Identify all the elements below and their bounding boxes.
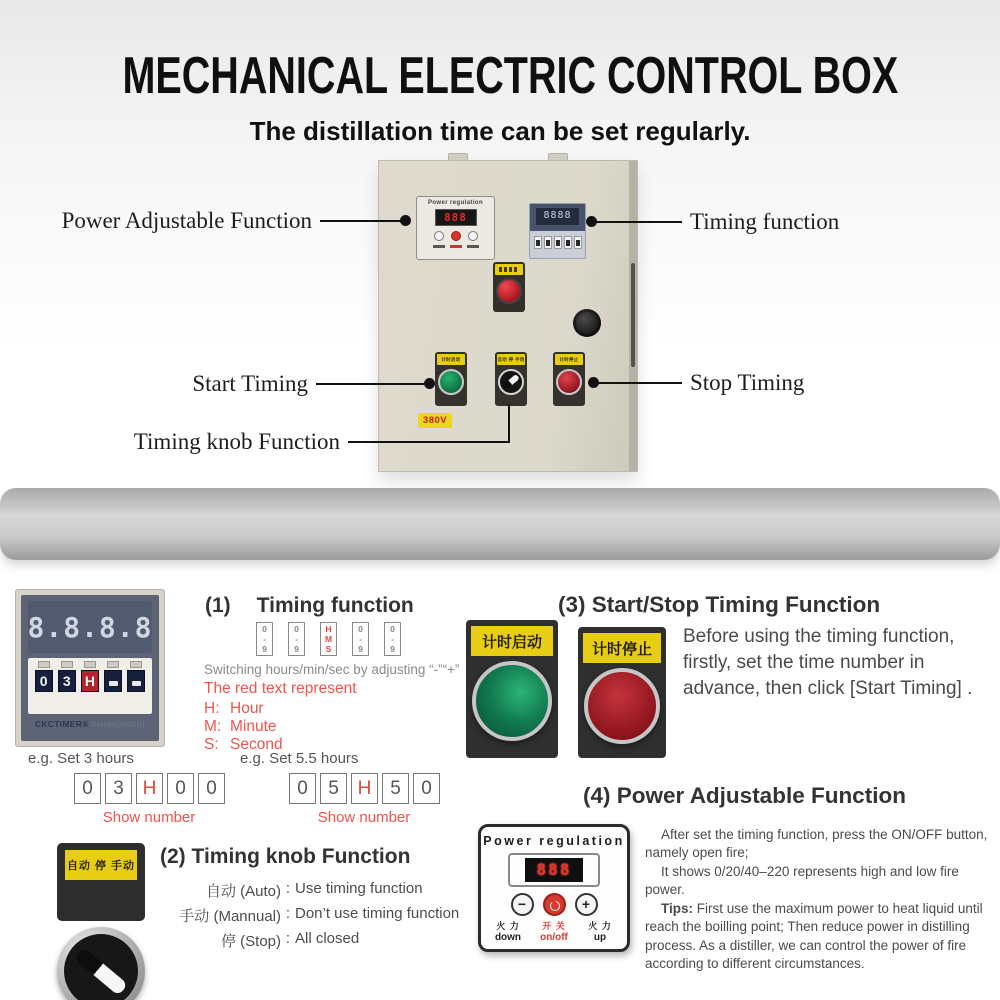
- stop-button-closeup-label: 计时停止: [583, 633, 661, 663]
- timer-display: 8888: [536, 208, 579, 225]
- timer-closeup-image: [15, 589, 165, 747]
- plus-button-icon: [468, 231, 478, 241]
- example2-label: e.g. Set 5.5 hours: [240, 750, 359, 767]
- example2-digits: 0 5 H 5 0: [289, 773, 440, 804]
- divider-band: [0, 488, 1000, 560]
- example1-label: e.g. Set 3 hours: [28, 750, 134, 767]
- callout-line: [320, 220, 404, 222]
- range-selector-row: 0 - 9 0 - 9 H M S 0 - 9 0 - 9: [256, 622, 401, 656]
- label-text-marks: [499, 267, 519, 272]
- onoff-label: on/off: [540, 932, 568, 943]
- stop-timing-button-photo: [553, 352, 585, 406]
- section4-tips: Tips: First use the maximum power to heat liquid until reach the boilling point; Then reduce power in distilling process. As a distiller, we can control the power of fire according to different circumstances.: [645, 900, 983, 972]
- timer-thumbwheels: [530, 231, 585, 249]
- wheel-rolling: [127, 670, 145, 692]
- panel-title: Power regulation: [427, 200, 484, 206]
- green-button-dome: [472, 661, 552, 741]
- panel-buttons: [417, 231, 494, 241]
- minus-button-icon: [434, 231, 444, 241]
- up-label: up: [593, 932, 607, 943]
- switch-note: Switching hours/min/sec by adjusting “-”“+”: [204, 662, 460, 677]
- knob-label: 自动 停 手动: [497, 354, 525, 365]
- knob-slot: [74, 947, 128, 996]
- callout-vline: [508, 404, 510, 443]
- wheel-digit: 3: [58, 670, 76, 692]
- section1-heading: (1) Timing function: [205, 594, 414, 617]
- up-label-cn: 火 力: [588, 921, 612, 931]
- wheel-rolling: [104, 670, 122, 692]
- wheel-digit: 0: [35, 670, 53, 692]
- knob-closeup-label: 自动 停 手动: [65, 850, 137, 880]
- callout-line: [596, 221, 682, 223]
- callout-timing-function: Timing function: [690, 209, 840, 234]
- callout-stop-timing: Stop Timing: [690, 370, 805, 395]
- page-subtitle: The distillation time can be set regularly.: [249, 116, 751, 146]
- timer-brand: CKCTIMER® DH48S(HSCN): [34, 719, 146, 729]
- section2-heading: (2) Timing knob Function: [160, 845, 411, 868]
- start-timing-button-photo: [435, 352, 467, 406]
- show-number-caption: Show number: [102, 809, 196, 826]
- voltage-label: 380V: [418, 413, 452, 428]
- callout-start-timing: Start Timing: [192, 371, 308, 396]
- callout-dot: [586, 216, 597, 227]
- callout-dot: [400, 215, 411, 226]
- callout-dot: [588, 377, 599, 388]
- timer-closeup-display: 8.8.8.8: [28, 601, 152, 653]
- knob-closeup-image: [53, 843, 149, 975]
- knob-mode-table: 自动 (Auto) : Use timing function 手动 (Mannual) : Don’t use timing function 停 (Stop) : All closed: [179, 880, 460, 950]
- callout-line: [348, 441, 510, 443]
- red-note: The red text represent: [204, 680, 357, 697]
- section4-para1: After set the timing function, press the ON/OFF button, namely open fire;: [645, 827, 988, 861]
- knob-face: [64, 934, 138, 1000]
- page-title: MECHANICAL ELECTRIC CONTROL BOX: [122, 47, 899, 105]
- stop-button-label: 计时停止: [555, 354, 583, 365]
- callout-line: [316, 383, 424, 385]
- stop-button-closeup: [578, 627, 666, 758]
- power-panel-display: 888: [525, 858, 583, 882]
- start-button-closeup-label: 计时启动: [471, 626, 553, 656]
- power-onoff-button: [543, 893, 566, 916]
- panel-caption-marks: [417, 245, 494, 248]
- power-regulation-closeup: [478, 824, 630, 952]
- timer-photo: [529, 203, 586, 259]
- section3-heading: (3) Start/Stop Timing Function: [558, 592, 881, 617]
- example1-digits: 0 3 H 0 0: [74, 773, 225, 804]
- power-icon: [554, 899, 555, 905]
- power-minus-button: −: [511, 893, 534, 916]
- wheel-digit-h: H: [81, 670, 99, 692]
- main-power-button: [493, 262, 525, 312]
- callout-dot: [424, 378, 435, 389]
- down-label-cn: 火 力: [496, 921, 520, 931]
- section4-body: [645, 826, 995, 974]
- timing-knob-photo: [495, 352, 527, 406]
- buzzer: [573, 309, 601, 337]
- timer-closeup-wheels: [28, 658, 152, 714]
- panel-display: 888: [435, 209, 477, 226]
- power-button-icon: [451, 231, 461, 241]
- selector-knob: [498, 369, 524, 395]
- section4-heading: (4) Power Adjustable Function: [583, 783, 906, 808]
- down-label: down: [494, 932, 522, 943]
- start-button-label: 计时启动: [437, 354, 465, 365]
- red-button-dome: [584, 668, 660, 744]
- callout-power-adjustable: Power Adjustable Function: [61, 208, 312, 233]
- show-number-caption: Show number: [317, 809, 411, 826]
- red-dome: [556, 369, 582, 395]
- section4-para2: It shows 0/20/40–220 represents high and low fire power.: [645, 863, 959, 898]
- start-button-closeup: [466, 620, 558, 758]
- hms-legend: H: Hour M: Minute S: Second: [204, 700, 283, 753]
- red-power-dome: [496, 278, 522, 304]
- green-dome: [438, 369, 464, 395]
- callout-timing-knob: Timing knob Function: [133, 429, 340, 454]
- power-panel-title: Power regulation: [483, 834, 625, 848]
- onoff-label-cn: 开 关: [542, 921, 566, 931]
- hms-box: H M S: [320, 622, 337, 656]
- section3-body: Before using the timing function, firstly, set the time number in advance, then click [Start Timing] .: [683, 626, 973, 700]
- power-plus-button: +: [575, 893, 598, 916]
- power-regulation-panel-photo: [416, 196, 495, 260]
- box-door-handle: [631, 263, 635, 367]
- callout-line: [598, 382, 682, 384]
